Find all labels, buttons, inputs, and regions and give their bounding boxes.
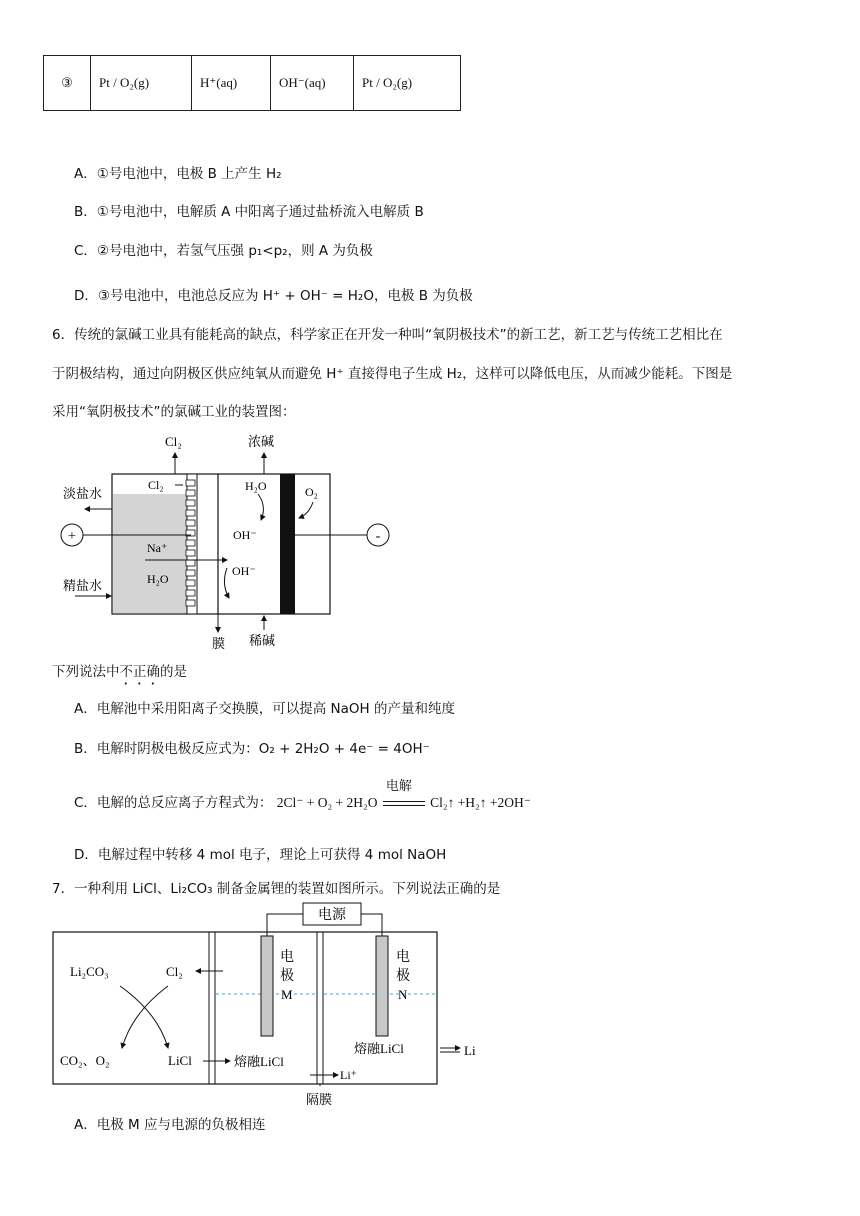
q5-option-b[interactable]: B．①号电池中，电解质 A 中阳离子通过盐桥流入电解质 B: [74, 204, 424, 220]
plus-label: +: [68, 529, 76, 544]
q5-option-c[interactable]: C．②号电池中，若氢气压强 p₁<p₂，则 A 为负极: [74, 243, 373, 259]
lithium-cell-diagram: [48, 898, 488, 1110]
equation-right: Cl₂↑ +H₂↑ +2OH⁻: [430, 795, 531, 810]
q6-stem-line1: 6．传统的氯碱工业具有能耗高的缺点，科学家正在开发一种叫“氧阴极技术”的新工艺，新工艺与传统工艺相比在: [52, 327, 723, 343]
q7-stem: 7．一种利用 LiCl、Li₂CO₃ 制备金属锂的装置如图所示。下列说法正确的是: [52, 881, 501, 897]
power-label: 电源: [318, 908, 346, 923]
q6-stem-line2: 于阴极结构，通过向阴极区供应纯氧从而避免 H⁺ 直接得电子生成 H₂，这样可以降低电压，从而减少能耗。下图是: [52, 366, 733, 382]
table-cell: Pt / O₂(g): [354, 56, 461, 111]
oh-label-1: OH⁻: [233, 528, 257, 542]
q5-option-d[interactable]: D．③号电池中，电池总反应为 H⁺ + OH⁻ = H₂O，电极 B 为负极: [74, 288, 473, 304]
table-cell: H⁺(aq): [192, 56, 271, 111]
electrode-m: [261, 936, 273, 1036]
cl2-label: Cl₂: [166, 964, 183, 979]
molten-licl-left: 熔融LiCl: [234, 1054, 284, 1069]
q6-prompt-emphasis: 不正确: [119, 664, 160, 680]
minus-label: -: [375, 529, 381, 544]
q6-prompt: [52, 660, 187, 688]
q6-stem-line3: 采用“氧阴极技术”的氯碱工业的装置图：: [52, 404, 296, 420]
li-ion-label: Li⁺: [340, 1068, 357, 1082]
membrane-label: 膜: [212, 636, 226, 651]
electrode-m-label: M: [281, 987, 293, 1002]
q7-option-a[interactable]: A．电极 M 应与电源的负极相连: [74, 1117, 266, 1133]
li2co3-label: Li₂CO₃: [70, 964, 109, 979]
chlor-alkali-diagram: [55, 428, 405, 653]
pure-brine-label: 精盐水: [63, 578, 103, 593]
electrode-n-label: 极: [396, 969, 410, 984]
li-output-label: Li: [464, 1043, 476, 1058]
h2o-left-label: H₂O: [147, 572, 169, 586]
electrode-m-label: 极: [280, 969, 294, 984]
h2o-right-label: H₂O: [245, 479, 267, 493]
q6-option-d[interactable]: D．电解过程中转移 4 mol 电子，理论上可获得 4 mol NaOH: [74, 847, 447, 863]
cl2-top-label: Cl₂: [165, 434, 182, 449]
electrode-n-label: 电: [396, 950, 410, 965]
cl2-inside-label: Cl₂: [148, 478, 164, 492]
table-cell: OH⁻(aq): [271, 56, 354, 111]
q5-option-a[interactable]: A．①号电池中，电极 B 上产生 H₂: [74, 166, 282, 182]
table-cell: ③: [44, 56, 91, 111]
co2-o2-label: CO₂、O₂: [60, 1053, 110, 1068]
cathode-bar: [280, 474, 295, 614]
equation-arrow: [382, 779, 426, 811]
table-cell: Pt / O₂(g): [91, 56, 192, 111]
separator-label: 隔膜: [306, 1092, 333, 1107]
q6-option-c[interactable]: [74, 779, 531, 811]
licl-label: LiCl: [168, 1053, 192, 1068]
q6-option-b[interactable]: B．电解时阴极电极反应式为：O₂ + 2H₂O + 4e⁻ = 4OH⁻: [74, 741, 430, 757]
equation-condition: 电解: [385, 779, 412, 794]
conc-base-label: 浓碱: [248, 434, 275, 449]
dilute-base-label: 稀碱: [249, 633, 276, 648]
dilute-brine-label: 淡盐水: [63, 486, 103, 501]
oh-label-2: OH⁻: [232, 564, 256, 578]
q6-option-c-prefix: C．电解的总反应离子方程式为：: [74, 795, 273, 811]
q6-option-a[interactable]: A．电解池中采用阳离子交换膜，可以提高 NaOH 的产量和纯度: [74, 701, 455, 717]
equation-left: 2Cl⁻ + O₂ + 2H₂O: [276, 795, 378, 810]
electrode-m-label: 电: [280, 950, 294, 965]
table-row: [44, 56, 461, 111]
cell-table: [43, 55, 461, 111]
q6-prompt-pre: 下列说法中: [52, 664, 120, 680]
q6-prompt-post: 的是: [160, 664, 187, 680]
o2-label: O₂: [305, 485, 318, 499]
molten-licl-right: 熔融LiCl: [354, 1041, 404, 1056]
electrode-n: [376, 936, 388, 1036]
na-label: Na⁺: [147, 541, 168, 555]
electrode-n-label: N: [398, 987, 408, 1002]
